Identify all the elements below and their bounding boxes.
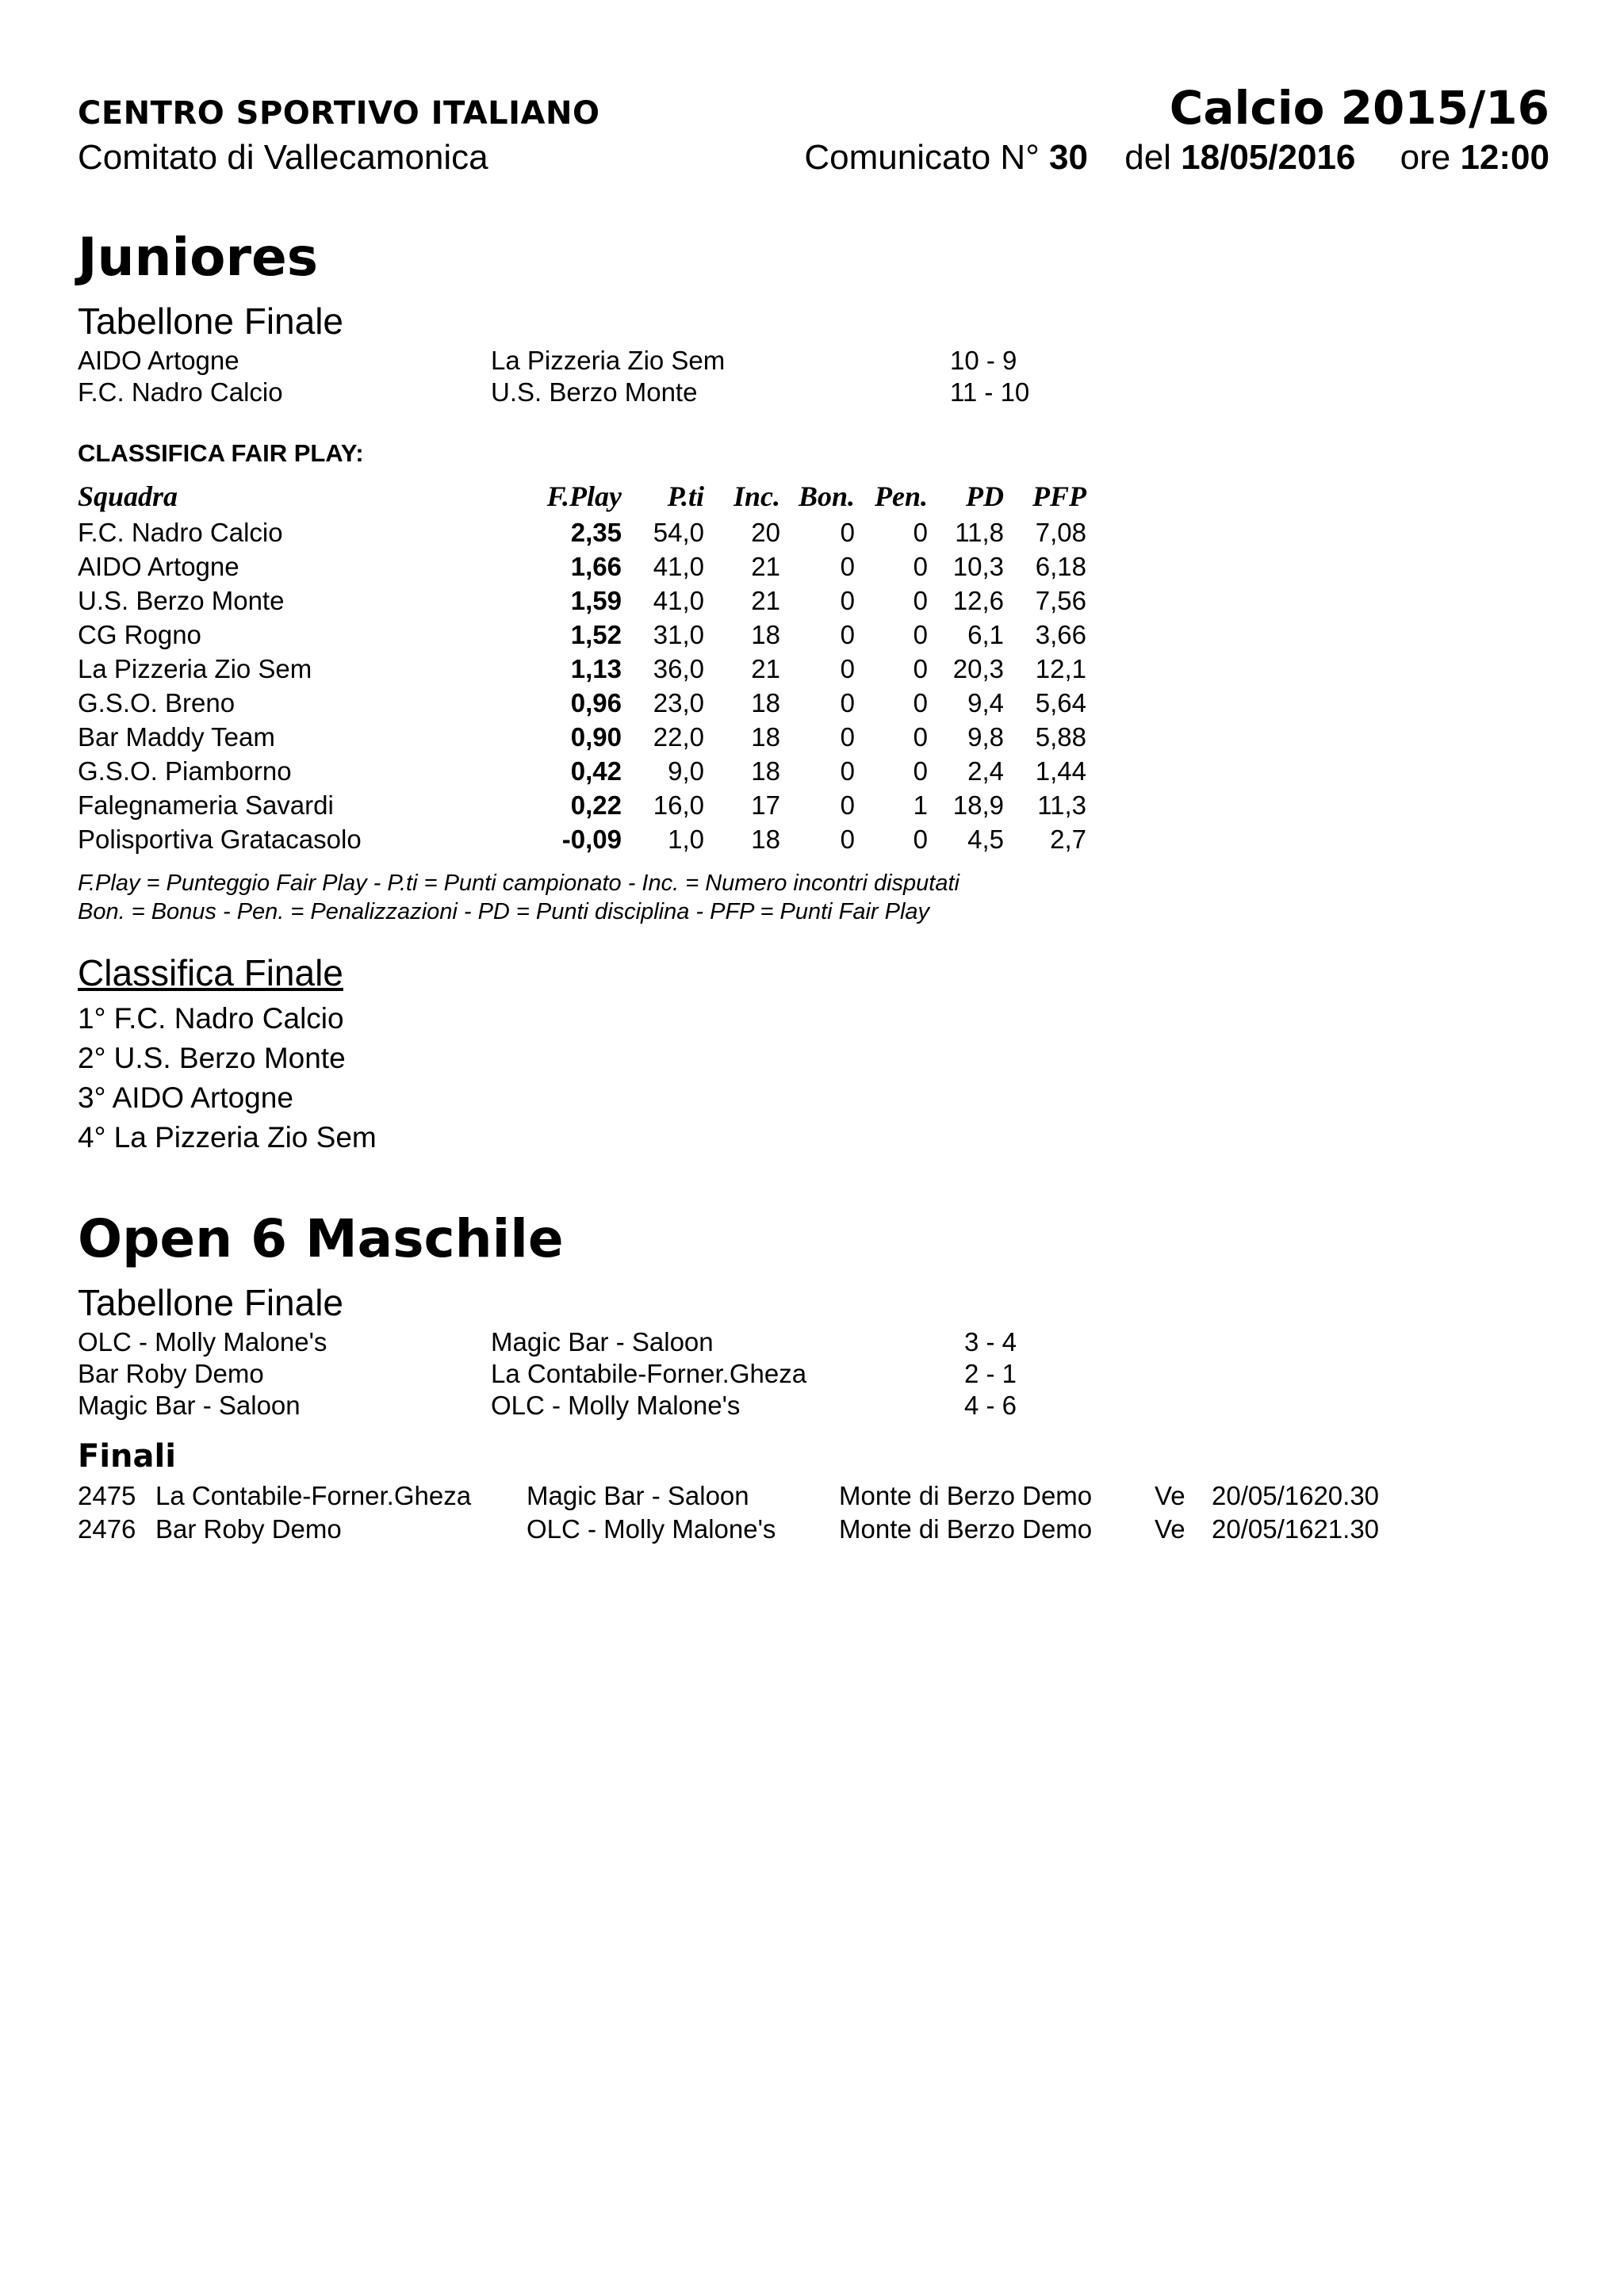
fairplay-cell-pen: 1 [913, 790, 928, 820]
fairplay-cell-bon: 0 [840, 620, 855, 649]
fairplay-cell-pfp: 7,56 [1035, 586, 1086, 615]
fairplay-row [78, 822, 1086, 856]
finale-1-number: 2475 [78, 1481, 136, 1510]
fairplay-cell-inc: 18 [751, 620, 780, 649]
open6-match-3-home: Magic Bar - Saloon [78, 1391, 301, 1420]
fairplay-row [78, 754, 1086, 788]
fairplay-cell-bon: 0 [840, 825, 855, 854]
fairplay-cell-inc: 21 [751, 552, 780, 581]
fairplay-cell-punti: 41,0 [653, 586, 704, 615]
juniores-match-1-home: AIDO Artogne [78, 346, 239, 375]
juniores-match-2-home: F.C. Nadro Calcio [78, 377, 283, 407]
fairplay-cell-pen: 0 [913, 552, 928, 581]
juniores-title: Juniores [78, 227, 319, 288]
fairplay-row [78, 686, 1086, 720]
fairplay-cell-inc: 20 [751, 518, 780, 547]
fairplay-cell-bon: 0 [840, 756, 855, 786]
juniores-match-2-away: U.S. Berzo Monte [491, 377, 698, 407]
fairplay-cell-squadra: Polisportiva Gratacasolo [78, 825, 362, 854]
col-fplay: F.Play [546, 480, 622, 512]
fairplay-cell-pen: 0 [913, 756, 928, 786]
fairplay-legend-1: F.Play = Punteggio Fair Play - P.ti = Punti campionato - Inc. = Numero incontri disputati [78, 871, 959, 896]
fairplay-cell-pd: 4,5 [967, 825, 1004, 854]
fairplay-cell-bon: 0 [840, 688, 855, 718]
col-pd: PD [966, 480, 1004, 512]
finale-1-home: La Contabile-Forner.Gheza [155, 1481, 472, 1510]
juniores-match-1-away: La Pizzeria Zio Sem [491, 346, 726, 375]
col-punti: P.ti [667, 480, 704, 512]
fairplay-cell-inc: 18 [751, 688, 780, 718]
finale-2-datetime: 20/05/1621.30 [1212, 1514, 1380, 1544]
open6-match-1-home: OLC - Molly Malone's [78, 1327, 327, 1357]
fairplay-cell-punti: 16,0 [653, 790, 704, 820]
fairplay-cell-inc: 18 [751, 756, 780, 786]
fairplay-cell-bon: 0 [840, 722, 855, 752]
fairplay-cell-squadra: La Pizzeria Zio Sem [78, 654, 312, 683]
fairplay-cell-fplay: 1,66 [570, 552, 622, 581]
fairplay-cell-squadra: Bar Maddy Team [78, 722, 275, 752]
fairplay-row [78, 549, 1086, 584]
finale-2-away: OLC - Molly Malone's [527, 1514, 776, 1544]
open6-match-1-score: 3 - 4 [964, 1327, 1017, 1357]
fairplay-cell-bon: 0 [840, 518, 855, 547]
open6-title: Open 6 Maschile [78, 1208, 564, 1269]
finale-1-away: Magic Bar - Saloon [527, 1481, 749, 1510]
fairplay-cell-pfp: 5,64 [1035, 688, 1086, 718]
fairplay-cell-pen: 0 [913, 688, 928, 718]
ranking-item: 2° U.S. Berzo Monte [78, 1042, 346, 1074]
finale-2-number: 2476 [78, 1514, 136, 1544]
fairplay-cell-punti: 41,0 [653, 552, 704, 581]
ranking-item: 3° AIDO Artogne [78, 1081, 293, 1114]
juniores-match-2-score: 11 - 10 [950, 377, 1030, 407]
fairplay-cell-pfp: 6,18 [1035, 552, 1086, 581]
finale-2-venue: Monte di Berzo Demo [839, 1514, 1093, 1544]
fairplay-cell-punti: 31,0 [653, 620, 704, 649]
fairplay-cell-pd: 6,1 [967, 620, 1004, 649]
fairplay-cell-punti: 23,0 [653, 688, 704, 718]
fairplay-header-row [78, 477, 1086, 515]
fairplay-cell-bon: 0 [840, 586, 855, 615]
fairplay-cell-squadra: Falegnameria Savardi [78, 790, 334, 820]
fairplay-row [78, 584, 1086, 618]
finale-1-venue: Monte di Berzo Demo [839, 1481, 1093, 1510]
open6-match-1-away: Magic Bar - Saloon [491, 1327, 714, 1357]
fairplay-cell-pfp: 3,66 [1035, 620, 1086, 649]
col-squadra: Squadra [78, 480, 178, 512]
fairplay-cell-pfp: 12,1 [1035, 654, 1086, 683]
fairplay-cell-squadra: G.S.O. Breno [78, 688, 236, 718]
fairplay-cell-pfp: 5,88 [1035, 722, 1086, 752]
finale-2-home: Bar Roby Demo [155, 1514, 342, 1544]
fairplay-cell-punti: 9,0 [668, 756, 704, 786]
fairplay-cell-punti: 22,0 [653, 722, 704, 752]
fairplay-cell-punti: 1,0 [668, 825, 704, 854]
fairplay-cell-pd: 12,6 [952, 586, 1004, 615]
fairplay-cell-inc: 17 [751, 790, 780, 820]
fairplay-cell-squadra: U.S. Berzo Monte [78, 586, 285, 615]
ranking-item: 4° La Pizzeria Zio Sem [78, 1121, 377, 1154]
fairplay-legend-2: Bon. = Bonus - Pen. = Penalizzazioni - PD = Punti disciplina - PFP = Punti Fair Play [78, 899, 930, 924]
fairplay-cell-pd: 18,9 [952, 790, 1004, 820]
fairplay-cell-fplay: 1,13 [570, 654, 622, 683]
open6-match-3-score: 4 - 6 [964, 1391, 1017, 1420]
fairplay-row [78, 515, 1086, 549]
fairplay-cell-bon: 0 [840, 790, 855, 820]
col-bon: Bon. [798, 480, 855, 512]
fairplay-cell-pfp: 7,08 [1035, 518, 1086, 547]
committee-name: Comitato di Vallecamonica [78, 138, 488, 177]
comunicato-time: 12:00 [1460, 138, 1549, 177]
fairplay-cell-fplay: 1,52 [570, 620, 622, 649]
fairplay-cell-fplay: 0,22 [570, 790, 622, 820]
fairplay-cell-pd: 20,3 [952, 654, 1004, 683]
fairplay-cell-fplay: 0,90 [570, 722, 622, 752]
fairplay-table [78, 477, 1086, 856]
juniores-bracket-title: Tabellone Finale [78, 300, 344, 342]
fairplay-cell-pd: 11,8 [955, 518, 1004, 547]
fairplay-row [78, 618, 1086, 652]
fairplay-label: CLASSIFICA FAIR PLAY: [78, 439, 364, 467]
open6-match-3-away: OLC - Molly Malone's [491, 1391, 741, 1420]
comunicato-label: Comunicato N° [804, 138, 1040, 177]
fairplay-cell-fplay: 0,96 [570, 688, 622, 718]
open6-match-2-score: 2 - 1 [964, 1359, 1017, 1388]
fairplay-cell-inc: 18 [751, 825, 780, 854]
ranking-item: 1° F.C. Nadro Calcio [78, 1002, 344, 1035]
finale-1-datetime: 20/05/1620.30 [1212, 1481, 1380, 1510]
finali-label: Finali [78, 1438, 176, 1475]
fairplay-cell-pd: 9,4 [967, 688, 1004, 718]
col-pen: Pen. [875, 480, 928, 512]
fairplay-cell-punti: 36,0 [653, 654, 704, 683]
comunicato-date: 18/05/2016 [1181, 138, 1356, 177]
fairplay-cell-pen: 0 [913, 620, 928, 649]
fairplay-cell-fplay: 1,59 [570, 586, 622, 615]
fairplay-cell-squadra: G.S.O. Piamborno [78, 756, 292, 786]
comunicato-number: 30 [1049, 138, 1088, 177]
fairplay-cell-squadra: AIDO Artogne [78, 552, 239, 581]
fairplay-cell-pd: 9,8 [967, 722, 1004, 752]
fairplay-cell-pen: 0 [913, 825, 928, 854]
open6-match-2-away: La Contabile-Forner.Gheza [491, 1359, 807, 1388]
del-label: del [1124, 138, 1171, 177]
fairplay-cell-bon: 0 [840, 552, 855, 581]
fairplay-cell-inc: 18 [751, 722, 780, 752]
fairplay-cell-punti: 54,0 [653, 518, 704, 547]
open6-match-2-home: Bar Roby Demo [78, 1359, 264, 1388]
fairplay-cell-pd: 2,4 [967, 756, 1004, 786]
fairplay-cell-pfp: 11,3 [1037, 790, 1086, 820]
fairplay-cell-pen: 0 [913, 722, 928, 752]
fairplay-cell-pen: 0 [913, 586, 928, 615]
fairplay-cell-fplay: 2,35 [570, 518, 622, 547]
fairplay-cell-bon: 0 [840, 654, 855, 683]
col-pfp: PFP [1032, 480, 1086, 512]
finale-1-day: Ve [1155, 1481, 1185, 1510]
fairplay-cell-inc: 21 [751, 654, 780, 683]
fairplay-row [78, 720, 1086, 754]
fairplay-cell-pen: 0 [913, 518, 928, 547]
sport-season: Calcio 2015/16 [1169, 81, 1549, 135]
fairplay-cell-pfp: 1,44 [1035, 756, 1086, 786]
fairplay-cell-squadra: F.C. Nadro Calcio [78, 518, 283, 547]
ore-label: ore [1400, 138, 1451, 177]
juniores-match-1-score: 10 - 9 [950, 346, 1017, 375]
organization-name: CENTRO SPORTIVO ITALIANO [78, 95, 600, 132]
fairplay-cell-inc: 21 [751, 586, 780, 615]
fairplay-row [78, 788, 1086, 822]
fairplay-cell-pd: 10,3 [952, 552, 1004, 581]
col-inc: Inc. [733, 480, 780, 512]
fairplay-row [78, 652, 1086, 686]
final-ranking-title: Classifica Finale [78, 952, 343, 993]
comunicato-info [804, 138, 1549, 178]
open6-bracket-title: Tabellone Finale [78, 1282, 344, 1323]
fairplay-cell-fplay: 0,42 [570, 756, 622, 786]
finale-2-day: Ve [1155, 1514, 1185, 1544]
fairplay-cell-pfp: 2,7 [1050, 825, 1086, 854]
fairplay-cell-fplay: -0,09 [561, 825, 622, 854]
fairplay-cell-pen: 0 [913, 654, 928, 683]
fairplay-cell-squadra: CG Rogno [78, 620, 201, 649]
